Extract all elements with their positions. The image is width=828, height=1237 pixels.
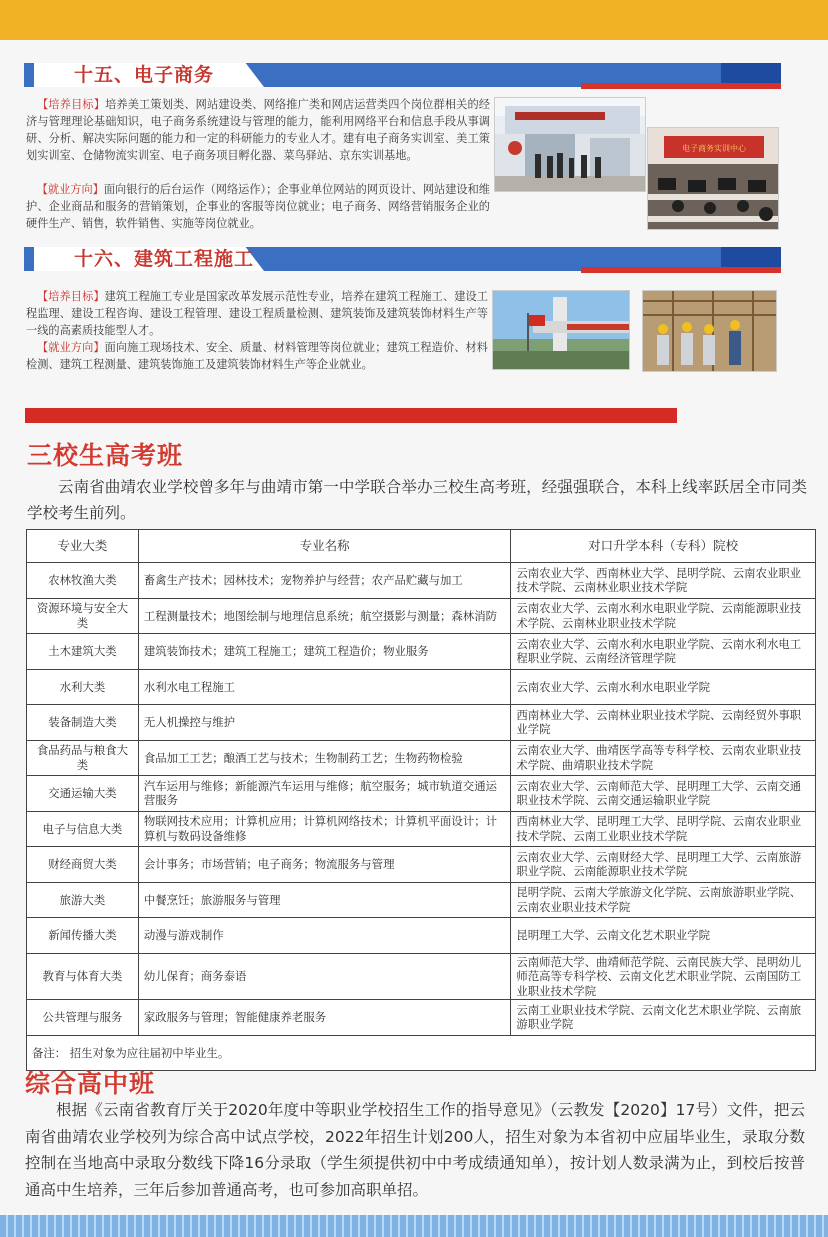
goal-tag: 【培养目标】 [37, 98, 106, 111]
ecommerce-building-photo [494, 97, 646, 192]
college-cell: 云南农业大学、曲靖医学高等专科学校、云南农业职业技术学院、曲靖职业技术学院 [511, 740, 816, 776]
red-divider-bar [25, 408, 677, 423]
comprehensive-text: 根据《云南省教育厅关于2020年度中等职业学校招生工作的指导意见》（云教发【2020】17号）文件，把云南省曲靖农业学校列为综合高中试点学校，2022年招生计划200人，招生对象为本省初中应届毕业生，录取分数控制在当地高中录取分数线下降16分录取（学生须提供初中中考成绩通知单），按计划人数录满为止，到校后按普通高中生培养，三年后参加普通高考，也可参加高职单招。 [25, 1101, 805, 1199]
header-college: 对口升学本科（专科）院校 [511, 530, 816, 563]
college-cell: 云南农业大学、西南林业大学、昆明学院、云南农业职业技术学院、云南林业职业技术学院 [511, 563, 816, 599]
table-row [27, 918, 816, 954]
category-cell: 财经商贸大类 [27, 847, 139, 883]
table-row [27, 953, 816, 1000]
category-cell: 电子与信息大类 [27, 811, 139, 847]
table-row [27, 811, 816, 847]
goal-text: 建筑工程施工专业是国家改革发展示范性专业，培养在建筑工程施工、建设工程监理、建设工程咨询、建设工程管理、建设工程质量检测、建筑装饰及建筑装饰材料生产等一线的高素质技能型人才。 [26, 290, 488, 337]
major-cell: 物联网技术应用；计算机应用；计算机网络技术；计算机平面设计；计算机与数码设备维修 [138, 811, 511, 847]
college-cell: 昆明理工大学、云南文化艺术职业学院 [511, 918, 816, 954]
college-cell: 昆明学院、云南大学旅游文化学院、云南旅游职业学院、云南农业职业技术学院 [511, 882, 816, 918]
college-cell: 云南农业大学、云南水利水电职业学院 [511, 669, 816, 705]
table-row [27, 776, 816, 812]
table-header-row [27, 530, 816, 563]
category-cell: 教育与体育大类 [27, 953, 139, 1000]
section-16-goal [26, 288, 488, 339]
career-text: 面向施工现场技术、安全、质量、材料管理等岗位就业；建筑工程造价、材料检测、建筑工程测量、建筑装饰施工及建筑装饰材料生产等企业就业。 [26, 341, 488, 371]
category-cell: 农林牧渔大类 [27, 563, 139, 599]
major-cell: 食品加工工艺；酿酒工艺与技术；生物制药工艺；生物药物检验 [138, 740, 511, 776]
school-gate-photo [492, 290, 630, 370]
category-cell: 食品药品与粮食大类 [27, 740, 139, 776]
gaokao-intro: 云南省曲靖农业学校曾多年与曲靖市第一中学联合举办三校生高考班，经强强联合，本科上线率跃居全市同类学校考生前列。 [27, 478, 807, 522]
table-row [27, 563, 816, 599]
category-cell: 装备制造大类 [27, 705, 139, 741]
header-major: 专业名称 [138, 530, 511, 563]
ecommerce-lab-photo [647, 127, 779, 230]
section-15-header [24, 63, 781, 89]
college-cell: 云南农业大学、云南水利水电职业学院、云南水利水电工程职业学院、云南经济管理学院 [511, 634, 816, 670]
major-cell: 汽车运用与维修；新能源汽车运用与维修；航空服务；城市轨道交通运营服务 [138, 776, 511, 812]
category-cell: 交通运输大类 [27, 776, 139, 812]
major-cell: 水利水电工程施工 [138, 669, 511, 705]
college-cell: 云南农业大学、云南师范大学、昆明理工大学、云南交通职业技术学院、云南交通运输职业学院 [511, 776, 816, 812]
college-cell: 云南工业职业技术学院、云南文化艺术职业学院、云南旅游职业学院 [511, 1000, 816, 1036]
major-cell: 会计事务；市场营销；电子商务；物流服务与管理 [138, 847, 511, 883]
major-cell: 家政服务与管理；智能健康养老服务 [138, 1000, 511, 1036]
table-row [27, 669, 816, 705]
majors-table [26, 529, 816, 1071]
major-cell: 动漫与游戏制作 [138, 918, 511, 954]
table-row [27, 847, 816, 883]
table-row [27, 705, 816, 741]
college-cell: 西南林业大学、云南林业职业技术学院、云南经贸外事职业学院 [511, 705, 816, 741]
college-cell: 云南农业大学、云南水利水电职业学院、云南能源职业技术学院、云南林业职业技术学院 [511, 598, 816, 634]
college-cell: 西南林业大学、昆明理工大学、昆明学院、云南农业职业技术学院、云南工业职业技术学院 [511, 811, 816, 847]
section-16-title: 十六、建筑工程施工 [74, 248, 255, 270]
category-cell: 公共管理与服务 [27, 1000, 139, 1036]
comprehensive-title: 综合高中班 [25, 1069, 156, 1098]
bottom-decorative-strip [0, 1215, 828, 1237]
gaokao-title: 三校生高考班 [27, 441, 184, 470]
career-text: 面向银行的后台运作（网络运作）；企事业单位网站的网页设计、网站建设和维护、企业商品和服务的营销策划，企事业的客服等岗位就业；电子商务、网络营销服务企业的硬件生产、销售，软件销售、实施等岗位就业。 [26, 183, 490, 230]
table-note: 备注： 招生对象为应往届初中毕业生。 [27, 1035, 816, 1071]
category-cell: 水利大类 [27, 669, 139, 705]
lab-sign-text: 电子商务实训中心 [682, 144, 746, 153]
header-category: 专业大类 [27, 530, 139, 563]
career-tag: 【就业方向】 [36, 341, 105, 354]
section-15-career [26, 181, 490, 232]
table-row [27, 634, 816, 670]
major-cell: 畜禽生产技术；园林技术；宠物养护与经营；农产品贮藏与加工 [138, 563, 511, 599]
major-cell: 中餐烹饪；旅游服务与管理 [138, 882, 511, 918]
major-cell: 工程测量技术；地图绘制与地理信息系统；航空摄影与测量；森林消防 [138, 598, 511, 634]
top-banner-bar [0, 0, 828, 40]
major-cell: 无人机操控与维护 [138, 705, 511, 741]
goal-text: 培养美工策划类、网站建设类、网络推广类和网店运营类四个岗位群相关的经济与管理理论基础知识，电子商务系统建设与管理的能力，能利用网络平台和信息手段从事调研、分析、解决实际问题的能力和一定的科研能力的专业人才。建有电子商务实训室、美工策划实训室、仓储物流实训室、电子商务项目孵化器、菜鸟驿站、京东实训基地。 [26, 98, 490, 162]
college-cell: 云南师范大学、曲靖师范学院、云南民族大学、昆明幼儿师范高等专科学校、云南文化艺术职业学院、云南国防工业职业技术学院 [511, 953, 816, 1000]
section-16-career [26, 339, 488, 373]
table-row [27, 598, 816, 634]
table-row [27, 1000, 816, 1036]
section-16-header [24, 247, 781, 273]
table-row [27, 882, 816, 918]
goal-tag: 【培养目标】 [36, 290, 105, 303]
career-tag: 【就业方向】 [36, 183, 104, 196]
college-cell: 云南农业大学、云南财经大学、昆明理工大学、云南旅游职业学院、云南能源职业技术学院 [511, 847, 816, 883]
construction-site-photo [642, 290, 777, 372]
major-cell: 幼儿保育；商务泰语 [138, 953, 511, 1000]
table-row [27, 740, 816, 776]
category-cell: 新闻传播大类 [27, 918, 139, 954]
section-15-title: 十五、电子商务 [74, 64, 215, 86]
category-cell: 土木建筑大类 [27, 634, 139, 670]
category-cell: 旅游大类 [27, 882, 139, 918]
major-cell: 建筑装饰技术；建筑工程施工；建筑工程造价；物业服务 [138, 634, 511, 670]
section-15-goal [26, 96, 490, 164]
category-cell: 资源环境与安全大类 [27, 598, 139, 634]
